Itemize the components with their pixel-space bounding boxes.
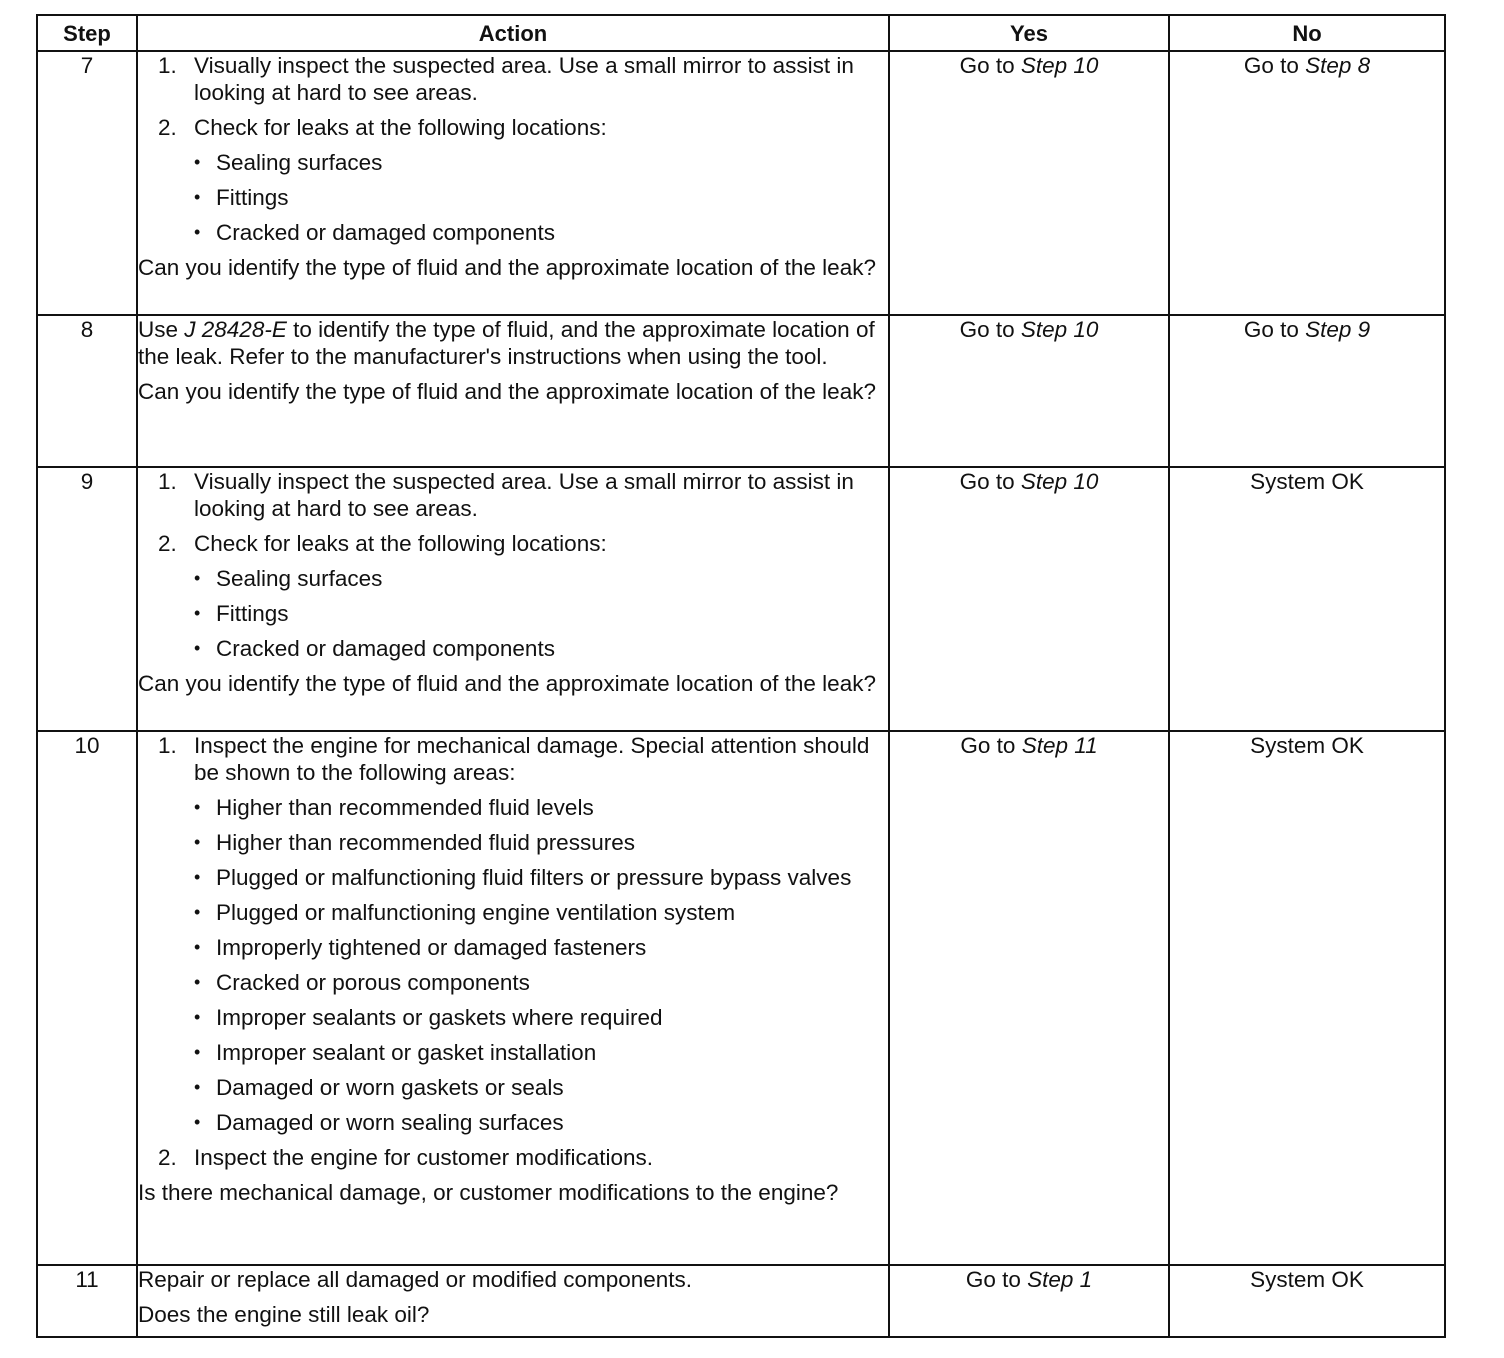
action-cell [137, 467, 889, 731]
table-row [37, 731, 1445, 1265]
step-number: 7 [37, 51, 137, 315]
step-number: 9 [37, 467, 137, 731]
action-cell [137, 1265, 889, 1337]
list-item: • Cracked or damaged components [194, 636, 555, 661]
list-item: • Damaged or worn gaskets or seals [194, 1075, 564, 1100]
yes-result: Go to Step 10 [889, 467, 1169, 731]
numbered-item: 2. Inspect the engine for customer modifications. [158, 1145, 653, 1170]
bullet-list [194, 565, 888, 662]
bullet-list [194, 149, 888, 246]
question-text: Can you identify the type of fluid and the approximate location of the leak? [138, 255, 876, 280]
header-yes: Yes [889, 15, 1169, 51]
list-item: • Improperly tightened or damaged fasteners [194, 935, 647, 960]
table-row [37, 315, 1445, 467]
yes-result: Go to Step 11 [889, 731, 1169, 1265]
header-step: Step [37, 15, 137, 51]
question-text: Can you identify the type of fluid and the approximate location of the leak? [138, 379, 876, 404]
list-item: • Plugged or malfunctioning fluid filters or pressure bypass valves [194, 865, 852, 890]
numbered-item: 2. Check for leaks at the following locations: [158, 115, 607, 140]
table-row [37, 51, 1445, 315]
yes-result: Go to Step 1 [889, 1265, 1169, 1337]
list-item: • Sealing surfaces [194, 150, 383, 175]
list-item: • Fittings [194, 185, 289, 210]
header-no: No [1169, 15, 1445, 51]
header-row [37, 15, 1445, 51]
action-cell [137, 51, 889, 315]
yes-result: Go to Step 10 [889, 315, 1169, 467]
no-result: Go to Step 9 [1169, 315, 1445, 467]
step-number: 8 [37, 315, 137, 467]
numbered-item: 1. Inspect the engine for mechanical damage. Special attention should be shown to the following areas: [158, 733, 870, 785]
yes-result: Go to Step 10 [889, 51, 1169, 315]
list-item: • Sealing surfaces [194, 566, 383, 591]
no-result: System OK [1169, 467, 1445, 731]
instruction-text: Use J 28428-E to identify the type of fluid, and the approximate location of the leak. Refer to the manufacturer's instructions when using the tool. [138, 317, 875, 369]
numbered-item: 2. Check for leaks at the following locations: [158, 531, 607, 556]
list-item: • Cracked or porous components [194, 970, 530, 995]
list-item: • Higher than recommended fluid pressures [194, 830, 635, 855]
table-row [37, 467, 1445, 731]
list-item: • Fittings [194, 601, 289, 626]
no-result: Go to Step 8 [1169, 51, 1445, 315]
numbered-item: 1. Visually inspect the suspected area. Use a small mirror to assist in looking at hard to see areas. [158, 53, 854, 105]
numbered-item: 1. Visually inspect the suspected area. Use a small mirror to assist in looking at hard to see areas. [158, 469, 854, 521]
diagnostic-table [36, 14, 1446, 1338]
action-cell [137, 731, 889, 1265]
list-item: • Damaged or worn sealing surfaces [194, 1110, 564, 1135]
no-result: System OK [1169, 731, 1445, 1265]
question-text: Can you identify the type of fluid and the approximate location of the leak? [138, 671, 876, 696]
list-item: • Higher than recommended fluid levels [194, 795, 594, 820]
action-cell [137, 315, 889, 467]
step-number: 11 [37, 1265, 137, 1337]
list-item: • Plugged or malfunctioning engine ventilation system [194, 900, 736, 925]
question-text: Is there mechanical damage, or customer modifications to the engine? [138, 1180, 839, 1205]
header-action: Action [137, 15, 889, 51]
list-item: • Improper sealants or gaskets where required [194, 1005, 663, 1030]
table-row [37, 1265, 1445, 1337]
step-number: 10 [37, 731, 137, 1265]
list-item: • Cracked or damaged components [194, 220, 555, 245]
instruction-text: Repair or replace all damaged or modified components. [138, 1267, 693, 1292]
no-result: System OK [1169, 1265, 1445, 1337]
list-item: • Improper sealant or gasket installation [194, 1040, 597, 1065]
bullet-list [194, 794, 888, 1136]
question-text: Does the engine still leak oil? [138, 1302, 430, 1327]
